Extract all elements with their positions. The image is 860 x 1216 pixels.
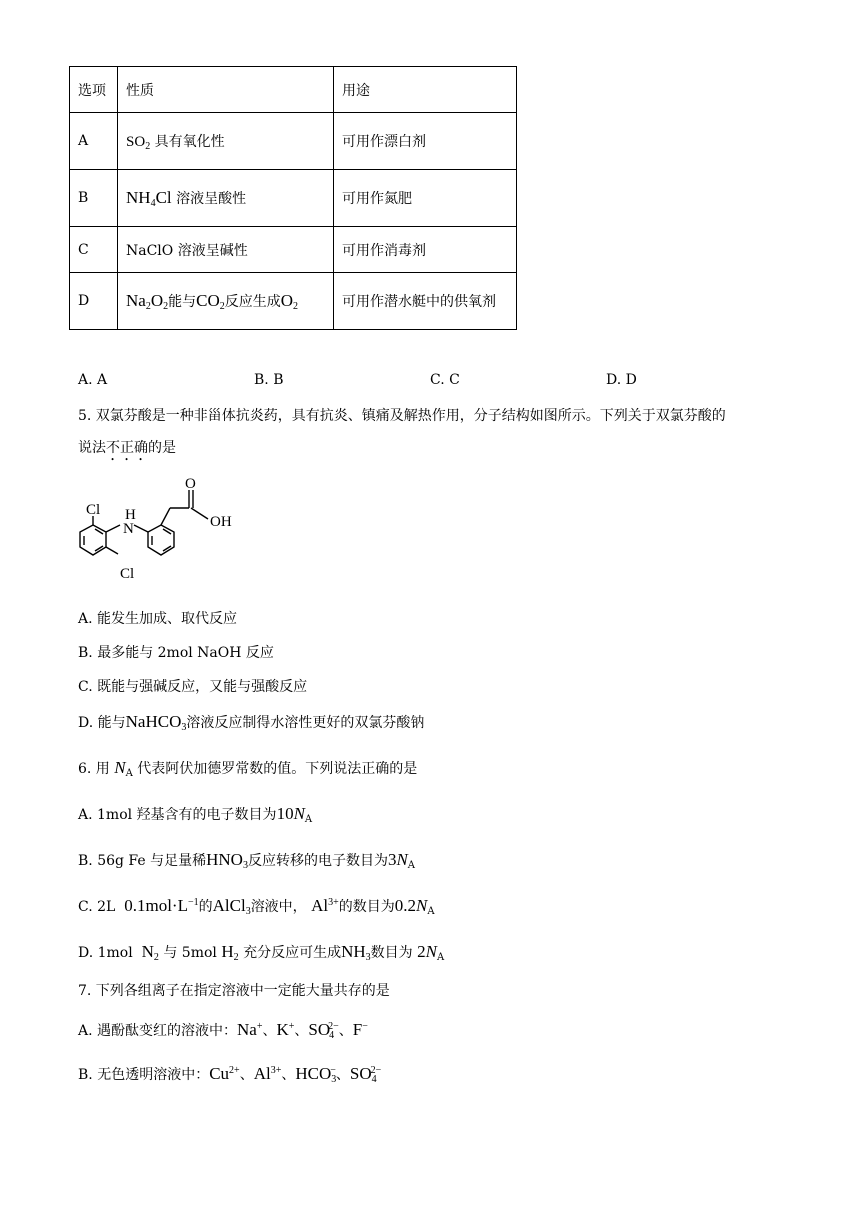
- row-option: C: [70, 227, 118, 273]
- row-use: 可用作潜水艇中的供氧剂: [334, 273, 517, 330]
- h-label: H: [125, 507, 136, 523]
- properties-table: [69, 66, 517, 330]
- o-label: O: [185, 476, 196, 492]
- q4-option-a: A. A: [78, 372, 108, 388]
- row-property: $NH_4Cl$ 溶液呈酸性: [118, 170, 334, 227]
- q4-option-c: C. C: [430, 372, 460, 388]
- q5-option-c: C. 既能与强碱反应，又能与强酸反应: [78, 679, 308, 695]
- emphasis-text: 不正确: [106, 440, 148, 456]
- q5-option-a: A. 能发生加成、取代反应: [78, 611, 238, 627]
- table-row: [70, 273, 517, 330]
- row-use: 可用作消毒剂: [334, 227, 517, 273]
- q5-option-d: D. 能与NaHCO$_3$溶液反应制得水溶性更好的双氯芬酸钠: [78, 712, 425, 733]
- row-use: 可用作氮肥: [334, 170, 517, 227]
- q7-option-b: B. 无色透明溶液中：$Cu^{2+}$、$Al^{3+}$、$HCO_3^-$、$SO_4^{2-}$: [78, 1064, 382, 1085]
- diclofenac-structure: [68, 474, 248, 589]
- table-row: [70, 227, 517, 273]
- q5-stem-line1: 5. 双氯芬酸是一种非甾体抗炎药，具有抗炎、镇痛及解热作用，分子结构如图所示。下列关于双氯芬酸的: [78, 408, 726, 424]
- q4-option-b: B. B: [254, 372, 284, 388]
- q4-option-d: D. D: [606, 372, 637, 388]
- header-option: 选项: [70, 67, 118, 113]
- cl-bottom-label: Cl: [120, 566, 135, 582]
- table-header-row: [70, 67, 517, 113]
- table-row: [70, 113, 517, 170]
- q6-option-c: C. 2L $0.1mol\cdot L^{-1}$的AlCl$_3$溶液中， $Al^{3+}$的数目为$0.2N_A$: [78, 896, 435, 917]
- q5-stem-line2: 说法不正确的是: [78, 440, 176, 456]
- header-property: 性质: [118, 67, 334, 113]
- row-use: 可用作漂白剂: [334, 113, 517, 170]
- row-property: NaClO 溶液呈碱性: [118, 227, 334, 273]
- oh-label: OH: [210, 514, 232, 530]
- table-row: [70, 170, 517, 227]
- row-option: B: [70, 170, 118, 227]
- q7-stem: 7. 下列各组离子在指定溶液中一定能大量共存的是: [78, 983, 390, 999]
- n-label: N: [123, 521, 134, 537]
- row-property: $SO_2$ 具有氧化性: [118, 113, 334, 170]
- row-property: $Na_2O_2$能与$CO_2$反应生成$O_2$: [118, 273, 334, 330]
- row-option: A: [70, 113, 118, 170]
- q6-option-a: A. 1mol 羟基含有的电子数目为$10N_A$: [78, 804, 313, 825]
- q6-option-b: B. 56g Fe 与足量稀$HNO_3$反应转移的电子数目为$3N_A$: [78, 850, 416, 871]
- header-use: 用途: [334, 67, 517, 113]
- q6-option-d: D. 1mol $N_2$ 与 5mol $H_2$ 充分反应可生成$NH_3$数目为 $2N_A$: [78, 942, 445, 963]
- row-option: D: [70, 273, 118, 330]
- q6-stem: 6. 用 $N_A$ 代表阿伏加德罗常数的值。下列说法正确的是: [78, 758, 418, 779]
- cl-top-label: Cl: [86, 502, 101, 518]
- q7-option-a: A. 遇酚酞变红的溶液中：Na+、K+、$SO_4^{2-}$、F−: [78, 1020, 368, 1041]
- q5-option-b: B. 最多能与 2mol NaOH 反应: [78, 645, 274, 661]
